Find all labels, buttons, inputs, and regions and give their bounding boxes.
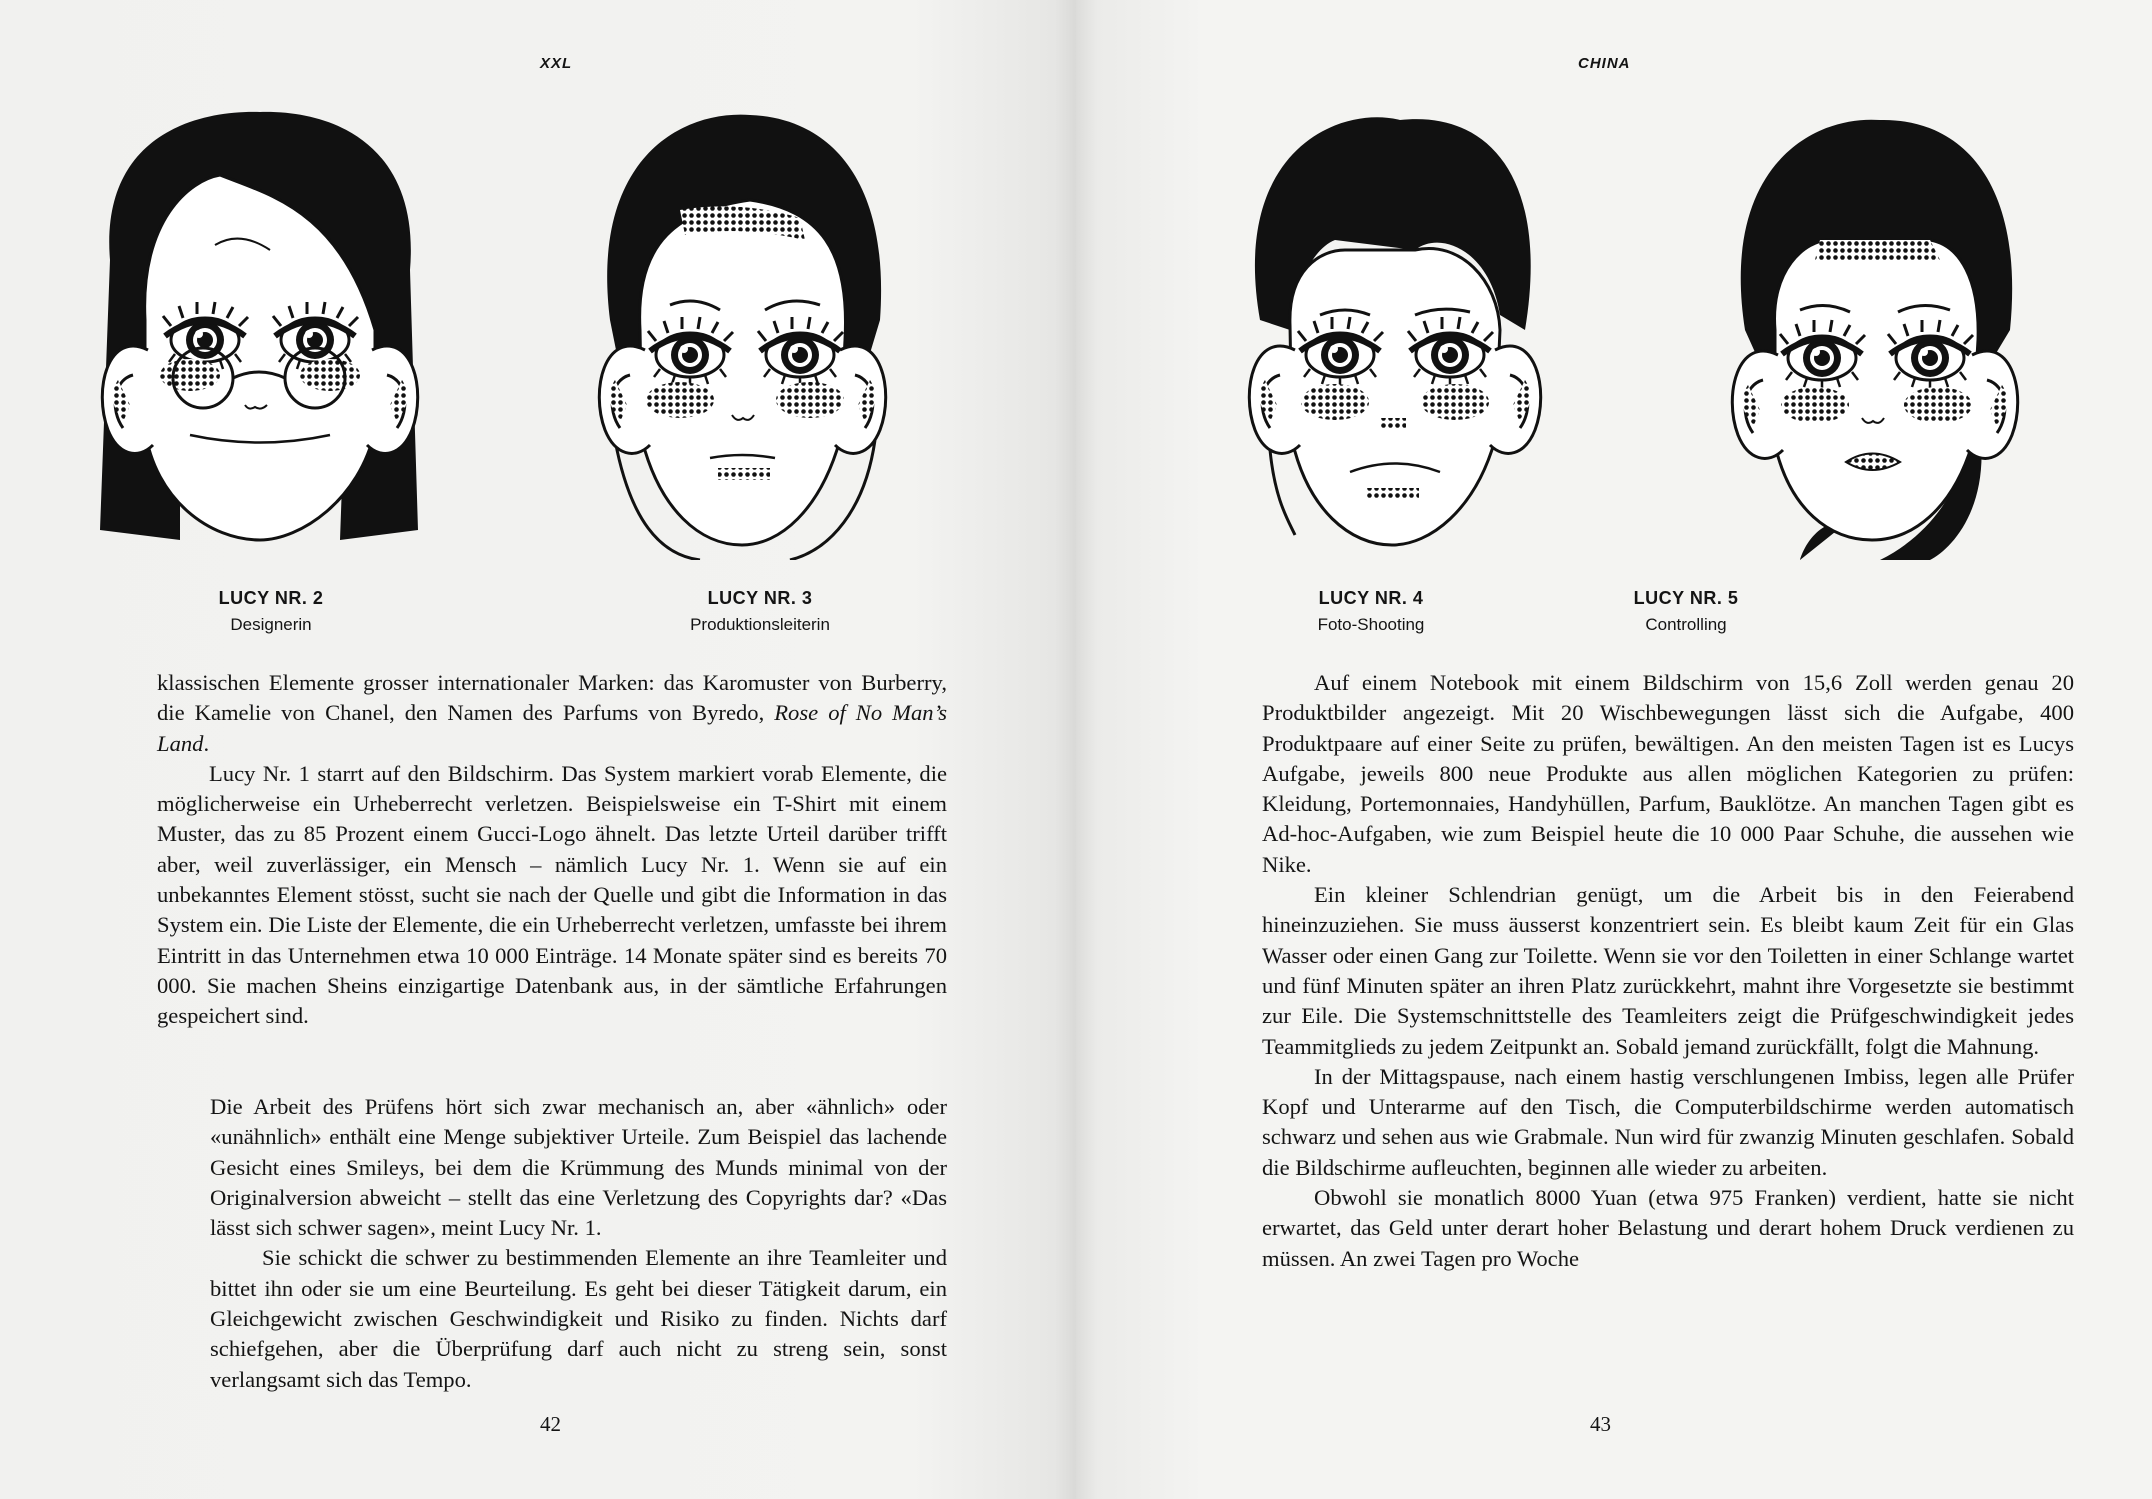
figure-caption bbox=[1266, 588, 1476, 635]
paragraph-text: . bbox=[203, 730, 210, 756]
paragraph bbox=[157, 668, 947, 759]
figure-role: Controlling bbox=[1645, 615, 1727, 634]
figure-name: LUCY NR. 5 bbox=[1633, 588, 1739, 608]
figure-role: Produktionsleiterin bbox=[690, 615, 830, 634]
lucy-nr5-portrait-icon bbox=[1650, 100, 2090, 560]
paragraph: Obwohl sie monatlich 8000 Yuan (etwa 975 Franken) verdient, hatte sie nicht erwartet, das Geld unter derart hoher Belastung und derart hohem Druck verdienen zu müssen. An zwei Tagen pro Woche bbox=[1262, 1185, 2074, 1271]
figure-caption bbox=[1601, 588, 1771, 635]
figure-caption bbox=[660, 588, 860, 635]
lucy-nr4-portrait-icon bbox=[1170, 100, 1610, 560]
paragraph: Sie schickt die schwer zu bestimmenden Elemente an ihre Teamleiter und bittet ihn oder sie um eine Beurteilung. Es geht bei dieser Tätigkeit darum, ein Gleichgewicht zwischen Geschwindigkeit und Risiko zu finden. Nichts darf schiefgehen, aber die Überprüfung darf auch nicht zu streng sein, sonst verlangsamt sich das Tempo. bbox=[210, 1245, 947, 1392]
body-text-block bbox=[157, 668, 947, 1032]
paragraph: Die Arbeit des Prüfens hört sich zwar mechanisch an, aber «ähnlich» oder «unähnlich» enthält eine Menge subjektiver Urteile. Zum Beispiel das lachende Gesicht eines Smileys, bei dem die Krümmung des Munds minimal von der Originalversion abweicht – stellt das eine Verletzung des Copyrights dar? «Das lässt sich schwer sagen», meint Lucy Nr. 1. bbox=[210, 1094, 947, 1241]
body-text-block bbox=[1262, 668, 2074, 1274]
figure-name: LUCY NR. 4 bbox=[1318, 588, 1424, 608]
lucy-nr2-portrait-icon bbox=[40, 100, 480, 560]
paragraph: Auf einem Notebook mit einem Bildschirm von 15,6 Zoll werden genau 20 Produktbilder angezeigt. Mit 20 Wischbewegungen lässt sich die Aufgabe, 400 Produktpaare auf einer Seite zu prüfen, bewältigen. An den meisten Tagen ist es Lucys Aufgabe, jeweils 800 neue Produkte aus allen möglichen Kategorien zu prüfen: Kleidung, Portemonnaies, Handyhüllen, Parfum, Bauklötze. An manchen Tagen gibt es Ad-hoc-Aufgaben, wie zum Beispiel heute die 10 000 Paar Schuhe, die aussehen wie Nike. bbox=[1262, 670, 2074, 877]
figure-caption bbox=[186, 588, 356, 635]
body-text-block bbox=[210, 1092, 947, 1395]
page-number: 42 bbox=[540, 1412, 561, 1436]
paragraph-italic-title: Rose of No Man’s Land bbox=[157, 700, 947, 756]
paragraph: Ein kleiner Schlendrian genügt, um die Arbeit bis in den Feierabend hineinzuziehen. Sie muss äusserst konzentriert sein. Es bleibt kaum Zeit für ein Glas Wasser oder einen Gang zur Toilette. Wenn sie vor den Toiletten in einer Schlange wartet und fünf Minuten später an ihren Platz zurückkehrt, mahnt ihre Vorgesetzte sie bestimmt zur Eile. Die Systemschnittstelle des Teamleiters zeigt die Prüfgeschwindigkeit jedes Teammitglieds zu jedem Zeitpunkt an. Sobald jemand zurückfällt, folgt die Mahnung. bbox=[1262, 882, 2074, 1059]
figure-role: Foto-Shooting bbox=[1317, 615, 1425, 634]
figure-role: Designerin bbox=[230, 615, 312, 634]
running-head: CHINA bbox=[1578, 55, 1631, 72]
paragraph-text: klassischen Elemente grosser internationaler Marken: das Karomuster von Burberry, die Kamelie von Chanel, den Namen des Parfums von Byredo, bbox=[157, 670, 947, 726]
running-head: XXL bbox=[540, 55, 573, 72]
lucy-nr3-portrait-icon bbox=[520, 100, 960, 560]
right-page bbox=[1076, 0, 2152, 1499]
paragraph: In der Mittagspause, nach einem hastig verschlungenen Imbiss, legen alle Prüfer Kopf und Unterarme auf den Tisch, die Computerbildschirme werden automatisch schwarz und sehen aus wie Grabmale. Nun wird für zwanzig Minuten geschlafen. Sobald die Bildschirme aufleuchten, beginnen alle wieder zu arbeiten. bbox=[1262, 1063, 2074, 1180]
paragraph: Lucy Nr. 1 starrt auf den Bildschirm. Das System markiert vorab Elemente, die möglicherweise ein Urheberrecht verletzen. Beispielsweise ein T-Shirt mit einem Muster, das zu 85 Prozent einem Gucci-Logo ähnelt. Das letzte Urteil darüber trifft aber, weil zuverlässiger, ein Mensch – nämlich Lucy Nr. 1. Wenn sie auf ein unbekanntes Element stösst, sucht sie nach der Quelle und gibt die Information in das System ein. Die Liste der Elemente, die ein Urheberrecht verletzen, umfasste bei ihrem Eintritt in das Unternehmen etwa 10 000 Einträge. 14 Monate später sind es bereits 70 000. Sie machen Sheins einzigartige Datenbank aus, in der sämtliche Erfahrungen gespeichert sind. bbox=[157, 760, 947, 1029]
figure-name: LUCY NR. 3 bbox=[707, 588, 813, 608]
page-number: 43 bbox=[1590, 1412, 1611, 1436]
figure-name: LUCY NR. 2 bbox=[218, 588, 324, 608]
